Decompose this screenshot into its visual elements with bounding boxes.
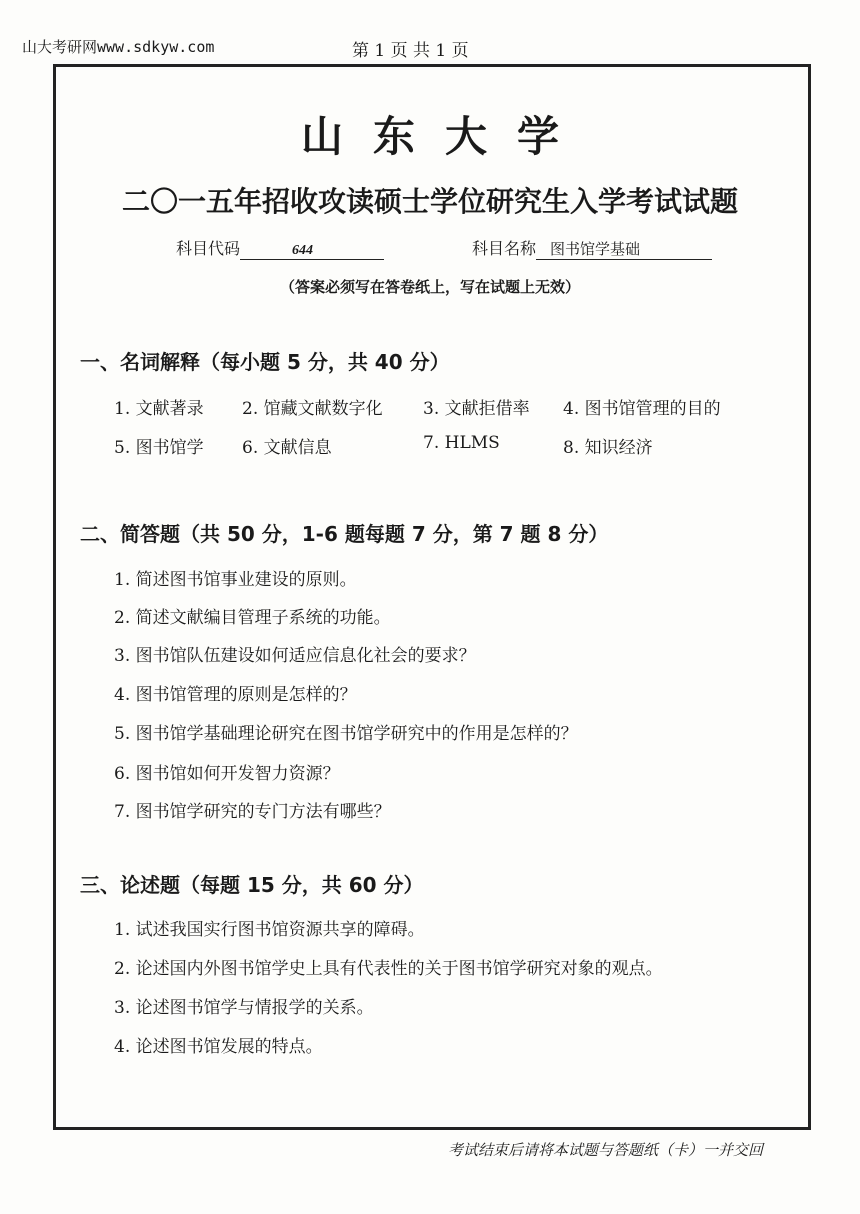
term-item: 4. 图书馆管理的目的 <box>563 399 721 419</box>
site-header: 山大考研网www.sdkyw.com <box>22 38 215 56</box>
subject-name-value: 图书馆学基础 <box>536 238 712 260</box>
term-item: 3. 文献拒借率 <box>423 399 530 419</box>
subject-code-field <box>176 236 384 260</box>
question-item: 6. 图书馆如何开发智力资源？ <box>114 764 340 784</box>
term-item: 7. HLMS <box>423 433 500 453</box>
university-name: 山东大学 <box>300 112 589 161</box>
question-item: 1. 简述图书馆事业建设的原则。 <box>114 570 357 590</box>
essay-item: 1. 试述我国实行图书馆资源共享的障碍。 <box>114 920 425 940</box>
question-item: 5. 图书馆学基础理论研究在图书馆学研究中的作用是怎样的？ <box>114 724 578 744</box>
term-item: 2. 馆藏文献数字化 <box>242 399 383 419</box>
section-1-title: 一、名词解释（每小题 5 分，共 40 分） <box>80 350 450 374</box>
subject-name-label: 科目名称 <box>472 239 537 258</box>
page-number: 第 1 页 共 1 页 <box>352 41 469 61</box>
question-item: 7. 图书馆学研究的专门方法有哪些？ <box>114 802 391 822</box>
exam-title: 二〇一五年招收攻读硕士学位研究生入学考试试题 <box>121 185 738 218</box>
essay-item: 4. 论述图书馆发展的特点。 <box>114 1037 323 1057</box>
subject-code-value: 644 <box>240 243 384 260</box>
essay-item: 2. 论述国内外图书馆学史上具有代表性的关于图书馆学研究对象的观点。 <box>114 959 663 979</box>
term-item: 6. 文献信息 <box>242 438 332 458</box>
section-2-title: 二、简答题（共 50 分，1-6 题每题 7 分，第 7 题 8 分） <box>80 522 609 546</box>
term-item: 8. 知识经济 <box>563 438 653 458</box>
subject-name-field <box>472 236 712 260</box>
question-item: 3. 图书馆队伍建设如何适应信息化社会的要求？ <box>114 646 476 666</box>
subject-code-label: 科目代码 <box>176 239 241 258</box>
essay-item: 3. 论述图书馆学与情报学的关系。 <box>114 998 374 1018</box>
question-item: 4. 图书馆管理的原则是怎样的？ <box>114 685 357 705</box>
term-item: 1. 文献著录 <box>114 399 204 419</box>
question-item: 2. 简述文献编目管理子系统的功能。 <box>114 608 391 628</box>
term-item: 5. 图书馆学 <box>114 438 204 458</box>
answer-notice: （答案必须写在答卷纸上，写在试题上无效） <box>279 278 580 296</box>
footer-instruction: 考试结束后请将本试题与答题纸（卡）一并交回 <box>448 1141 764 1159</box>
section-3-title: 三、论述题（每题 15 分，共 60 分） <box>80 873 424 897</box>
